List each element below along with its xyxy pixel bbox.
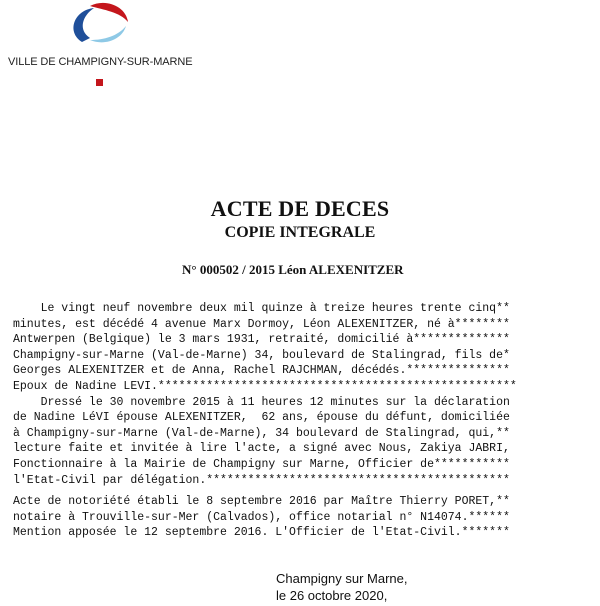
place-date-block [276, 570, 408, 604]
logo-light-blue-swoosh [90, 26, 126, 42]
paragraph-mention [13, 494, 600, 541]
body-line: à Champigny-sur-Marne (Val-de-Marne), 34 boulevard de Stalingrad, qui,** [13, 426, 510, 440]
document-title: ACTE DE DECES [210, 196, 390, 221]
body-line: Mention apposée le 12 septembre 2016. L'Officier de l'Etat-Civil.******* [13, 526, 510, 540]
footer-place: Champigny sur Marne, [276, 571, 408, 586]
body-line: Fonctionnaire à la Mairie de Champigny sur Marne, Officier de*********** [13, 457, 510, 471]
document-body [13, 301, 600, 541]
body-line: Dressé le 30 novembre 2015 à 11 heures 12 minutes sur la déclaration [13, 395, 510, 409]
footer-date: le 26 octobre 2020, [276, 588, 388, 603]
city-name: VILLE DE CHAMPIGNY-SUR-MARNE [8, 56, 193, 68]
body-line: minutes, est décédé 4 avenue Marx Dormoy, Léon ALEXENITZER, né à******** [13, 317, 510, 331]
paragraph-death [13, 301, 600, 395]
body-line: Antwerpen (Belgique) le 3 mars 1931, retraité, domicilié à************** [13, 333, 510, 347]
city-logo [60, 2, 140, 50]
logo-red-swoosh [90, 3, 128, 22]
body-line: lecture faite et invitée à lire l'acte, a signé avec Nous, Zakiya JABRI, [13, 442, 510, 456]
body-line: Epoux de Nadine LEVI.**************************************************** [13, 379, 517, 393]
body-line: notaire à Trouville-sur-Mer (Calvados), office notarial n° N14074.****** [13, 510, 510, 524]
body-line: Georges ALEXENITZER et de Anna, Rachel RAJCHMAN, décédés.*************** [13, 364, 510, 378]
body-line: Acte de notoriété établi le 8 septembre 2016 par Maître Thierry PORET,** [13, 495, 510, 509]
document-subtitle: COPIE INTEGRALE [224, 224, 376, 241]
logo-blue-swoosh [73, 8, 94, 42]
document-reference: N° 000502 / 2015 Léon ALEXENITZER [182, 262, 404, 277]
paragraph-declaration [13, 395, 600, 489]
body-line: Champigny-sur-Marne (Val-de-Marne) 34, boulevard de Stalingrad, fils de* [13, 348, 510, 362]
body-line: de Nadine LéVI épouse ALEXENITZER, 62 ans, épouse du défunt, domiciliée [13, 411, 510, 425]
body-line: Le vingt neuf novembre deux mil quinze à treize heures trente cinq** [13, 302, 510, 315]
red-square-marker [96, 79, 103, 86]
body-line: l'Etat-Civil par délégation.******************************************** [13, 473, 510, 487]
